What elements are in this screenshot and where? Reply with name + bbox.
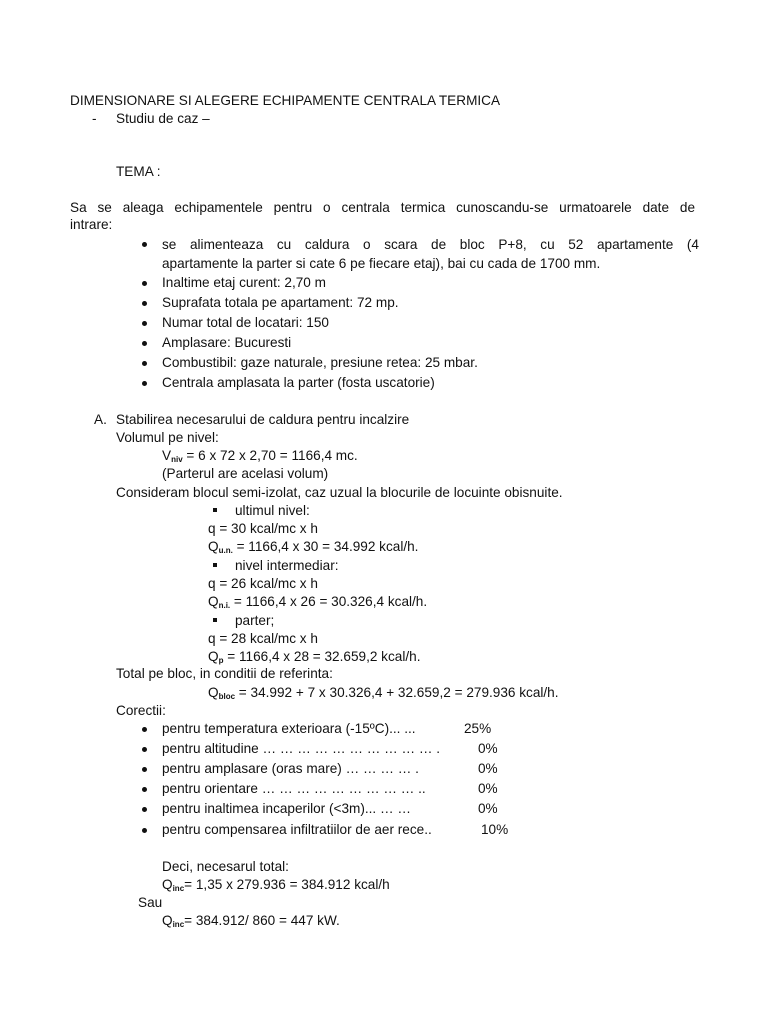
correction-3-value: 0% <box>478 761 498 776</box>
correction-5-label: pentru inaltimea incaperilor (<3m)... … … <box>162 801 411 816</box>
bullet-icon <box>142 727 147 732</box>
bullet-icon <box>142 281 147 286</box>
level-1-q: q = 30 kcal/mc x h <box>208 521 318 536</box>
input-item-4: Numar total de locatari: 150 <box>162 315 329 330</box>
bullet-icon <box>142 767 147 772</box>
section-a-heading: Stabilirea necesarului de caldura pentru incalzire <box>116 412 410 427</box>
correction-2-label: pentru altitudine … … … … … … … … … … . <box>162 741 440 756</box>
qinc-formula-kw: $Q_{inc}= 384.912/$ 860 = 447 kW. <box>162 913 340 929</box>
subtitle-dash: - <box>92 111 97 126</box>
square-bullet-icon <box>213 563 217 567</box>
level-2-q: q = 26 kcal/mc x h <box>208 576 318 591</box>
level-1-name: ultimul nivel: <box>235 503 310 518</box>
bullet-icon <box>142 301 147 306</box>
consider-line: Consideram blocul semi-izolat, caz uzual la blocurile de locuinte obisnuite. <box>116 485 563 500</box>
total-label: Total pe bloc, in conditii de referinta: <box>116 666 333 681</box>
correction-6-label: pentru compensarea infiltratiilor de aer rece.. <box>162 822 432 837</box>
correction-3-label: pentru amplasare (oras mare) … … … … . <box>162 761 419 776</box>
input-item-5: Amplasare: Bucuresti <box>162 335 292 350</box>
input-item-1-line-1: se alimenteaza cu caldura o scara de bloc P+8, cu 52 apartamente (4 <box>162 237 699 252</box>
volume-label: Volumul pe nivel: <box>116 430 219 445</box>
corrections-label: Corectii: <box>116 703 166 718</box>
bullet-icon <box>142 807 147 812</box>
bullet-icon <box>142 828 147 833</box>
subtitle: Studiu de caz – <box>116 111 210 126</box>
intro-line-2: intrare: <box>70 217 113 232</box>
intro-line-1: Sa se aleaga echipamentele pentru o centrala termica cunoscandu-se urmatoarele date de <box>70 200 695 215</box>
sau-line: Sau <box>138 895 163 910</box>
square-bullet-icon <box>213 618 217 622</box>
level-3-name: parter; <box>235 613 275 628</box>
tema-heading: TEMA : <box>116 164 161 179</box>
total-formula: $Q_{bloc} = 34.992 + 7$ x 30.326,4 + 32.659,2 = 279.936 kcal/h. <box>208 685 559 701</box>
correction-5-value: 0% <box>478 801 498 816</box>
correction-4-value: 0% <box>478 781 498 796</box>
input-item-2: Inaltime etaj curent: 2,70 m <box>162 275 326 290</box>
bullet-icon <box>142 381 147 386</box>
bullet-icon <box>142 321 147 326</box>
input-item-7: Centrala amplasata la parter (fosta uscatorie) <box>162 375 435 390</box>
bullet-icon <box>142 341 147 346</box>
bullet-icon <box>142 747 147 752</box>
qinc-formula-kcal: $Q_{inc}= 1,35$ x 279.936 = 384.912 kcal/h <box>162 877 390 893</box>
correction-4-label: pentru orientare … … … … … … … … … .. <box>162 781 426 796</box>
input-item-6: Combustibil: gaze naturale, presiune retea: 25 mbar. <box>162 355 478 370</box>
level-1-formula: $Q_{u.n.} = 1166,4$ x 30 = 34.992 kcal/h. <box>208 539 419 555</box>
deci-line: Deci, necesarul total: <box>162 859 289 874</box>
volume-formula: $V_{niv} = 6$ x 72 x 2,70 = 1166,4 mc. <box>162 448 358 464</box>
input-item-3: Suprafata totala pe apartament: 72 mp. <box>162 295 399 310</box>
correction-6-value: 10% <box>481 822 509 837</box>
correction-1-value: 25% <box>464 721 492 736</box>
correction-1-label: pentru temperatura exterioara (-15ºC)... ... <box>162 721 416 736</box>
section-a-letter: A. <box>94 412 107 427</box>
bullet-icon <box>142 787 147 792</box>
bullet-icon <box>142 242 147 247</box>
bullet-icon <box>142 361 147 366</box>
input-item-1-line-2: apartamente la parter si cate 6 pe fiecare etaj), bai cu cada de 1700 mm. <box>162 256 601 271</box>
level-3-q: q = 28 kcal/mc x h <box>208 631 318 646</box>
level-2-name: nivel intermediar: <box>235 558 339 573</box>
volume-note: (Parterul are acelasi volum) <box>162 466 329 481</box>
correction-2-value: 0% <box>478 741 498 756</box>
square-bullet-icon <box>213 508 217 512</box>
document-title: DIMENSIONARE SI ALEGERE ECHIPAMENTE CENTRALA TERMICA <box>70 93 501 108</box>
level-3-formula: $Q_p = 1166,4$ x 28 = 32.659,2 kcal/h. <box>208 649 421 665</box>
level-2-formula: $Q_{n.i.} = 1166,4$ x 26 = 30.326,4 kcal/h. <box>208 594 428 610</box>
